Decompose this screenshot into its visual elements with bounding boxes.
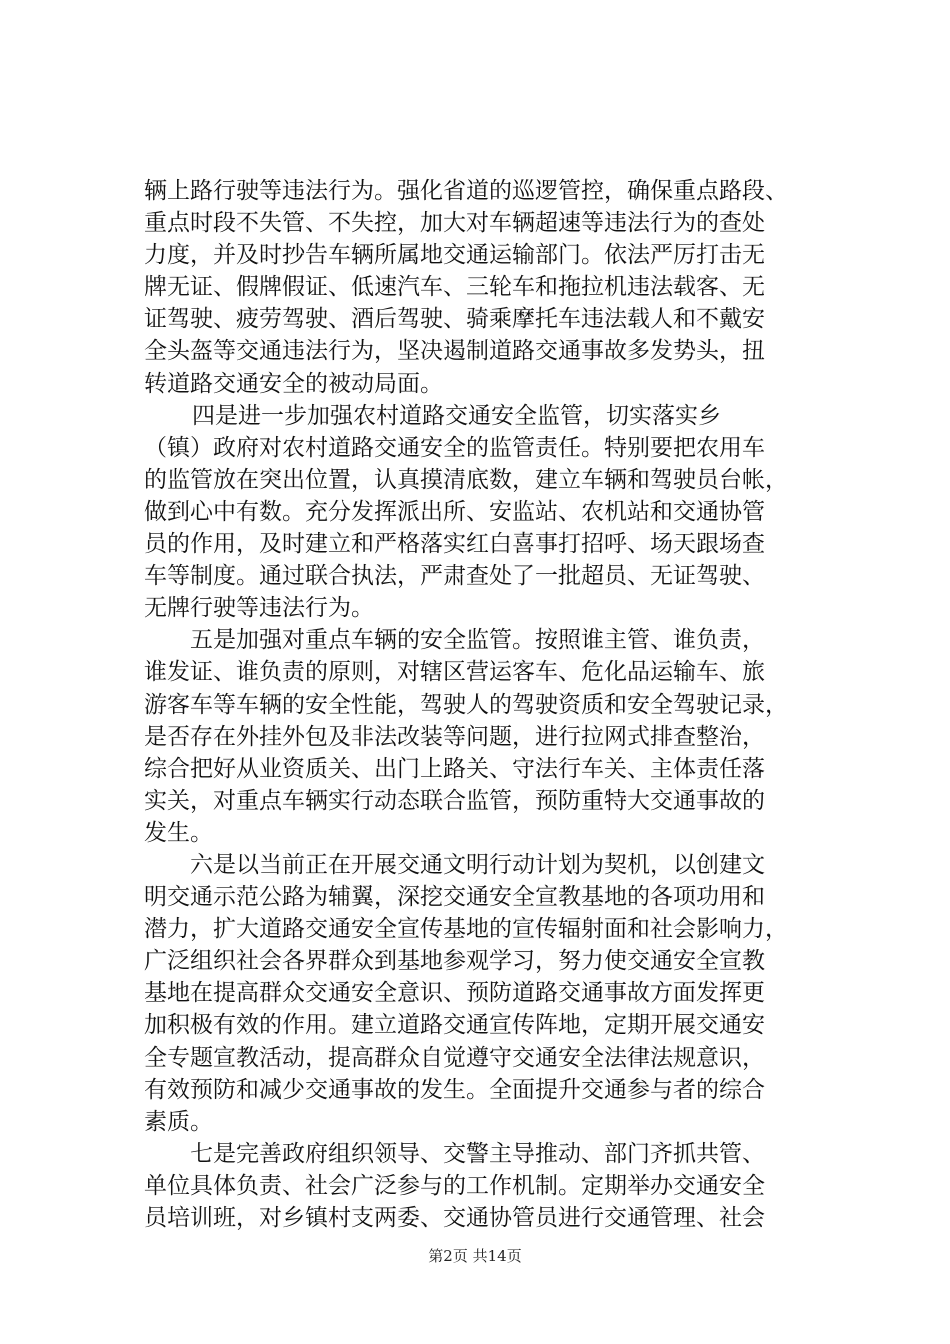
body-line: 实关，对重点车辆实行动态联合监管，预防重特大交通事故的 [144,787,765,814]
body-line: 的监管放在突出位置，认真摸清底数，建立车辆和驾驶员台帐， [144,466,788,493]
body-line: 是否存在外挂外包及非法改装等问题，进行拉网式排查整治， [144,723,765,750]
body-line: 车等制度。通过联合执法，严肃查处了一批超员、无证驾驶、 [144,563,765,590]
body-line: 辆上路行驶等违法行为。强化省道的巡逻管控，确保重点路段、 [144,178,788,204]
body-line: 力度，并及时抄告车辆所属地交通运输部门。依法严厉打击无 [144,242,765,269]
body-line: 素质。 [144,1108,213,1135]
body-line: 员的作用，及时建立和严格落实红白喜事打招呼、场天跟场查 [144,531,765,558]
body-line: 有效预防和减少交通事故的发生。全面提升交通参与者的综合 [144,1076,765,1103]
page-footer: 第2页 共14页 [428,1247,522,1265]
body-line: 谁发证、谁负责的原则，对辖区营运客车、危化品运输车、旅 [144,659,765,686]
body-line: 做到心中有数。充分发挥派出所、安监站、农机站和交通协管 [144,498,765,525]
document-body [144,175,834,1234]
body-line: 明交通示范公路为辅翼，深挖交通安全宣教基地的各项功用和 [144,884,765,911]
body-line: 牌无证、假牌假证、低速汽车、三轮车和拖拉机违法载客、无 [144,274,765,301]
body-line: 重点时段不失管、不失控，加大对车辆超速等违法行为的查处 [144,210,765,237]
body-line: 全头盔等交通违法行为，坚决遏制道路交通事故多发势头，扭 [144,338,765,365]
body-line: 全专题宣教活动，提高群众自觉遵守交通安全法律法规意识， [144,1044,765,1071]
body-line: 证驾驶、疲劳驾驶、酒后驾驶、骑乘摩托车违法载人和不戴安 [144,306,765,333]
paragraph-start-line: 六是以当前正在开展交通文明行动计划为契机，以创建文 [190,851,765,878]
body-line: （镇）政府对农村道路交通安全的监管责任。特别要把农用车 [144,434,765,461]
body-line: 游客车等车辆的安全性能，驾驶人的驾驶资质和安全驾驶记录， [144,691,788,718]
body-line: 基地在提高群众交通安全意识、预防道路交通事故方面发挥更 [144,980,765,1007]
body-line: 综合把好从业资质关、出门上路关、守法行车关、主体责任落 [144,755,765,782]
paragraph-start-line: 四是进一步加强农村道路交通安全监管，切实落实乡 [192,402,721,429]
body-line: 单位具体负责、社会广泛参与的工作机制。定期举办交通安全 [144,1172,765,1199]
body-line: 广泛组织社会各界群众到基地参观学习，努力使交通安全宣教 [144,948,765,975]
body-line: 员培训班，对乡镇村支两委、交通协管员进行交通管理、社会 [144,1205,765,1231]
body-line: 发生。 [144,819,213,846]
body-line: 潜力，扩大道路交通安全宣传基地的宣传辐射面和社会影响力， [144,916,788,943]
body-line: 转道路交通安全的被动局面。 [144,370,443,397]
paragraph-start-line: 五是加强对重点车辆的安全监管。按照谁主管、谁负责， [190,627,765,654]
paragraph-start-line: 七是完善政府组织领导、交警主导推动、部门齐抓共管、 [190,1140,765,1167]
body-line: 加积极有效的作用。建立道路交通宣传阵地，定期开展交通安 [144,1012,765,1039]
body-line: 无牌行驶等违法行为。 [144,595,374,622]
